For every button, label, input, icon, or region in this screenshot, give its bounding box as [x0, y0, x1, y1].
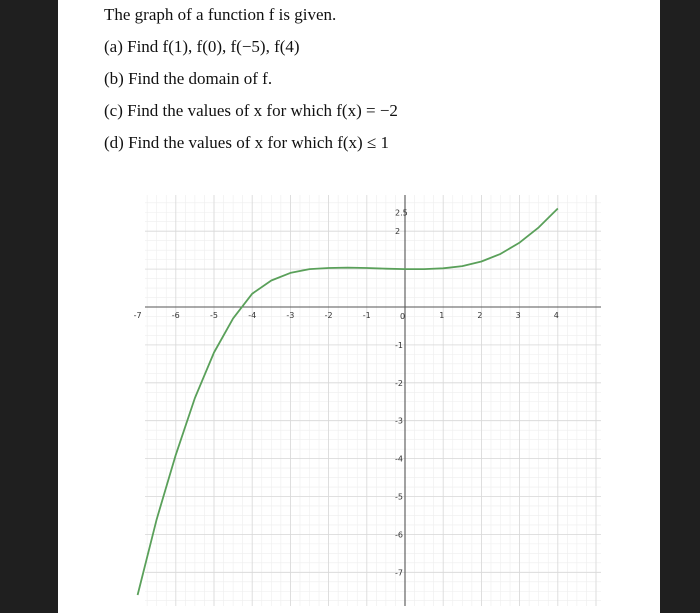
x-tick-label: -5 — [210, 311, 218, 320]
y-tick-label: -5 — [395, 492, 403, 502]
grid-minor — [145, 195, 601, 606]
grid-major — [145, 195, 601, 606]
y-tick-label: 2 — [395, 227, 401, 237]
right-dark-border — [660, 0, 700, 613]
x-tick-label: 1 — [439, 311, 445, 320]
x-tick-label: -7 — [133, 311, 142, 320]
function-graph — [58, 0, 660, 613]
x-tick-label: 2 — [477, 311, 483, 320]
axes — [145, 195, 601, 606]
part-d: (d) Find the values of x for which f(x) ≤ 1 — [104, 133, 390, 152]
y-tick-label: -1 — [395, 340, 403, 350]
y-tick-label: -7 — [395, 568, 403, 578]
x-tick-label: -1 — [362, 311, 371, 320]
x-tick-label: -3 — [286, 311, 295, 320]
x-tick-label: -6 — [171, 311, 180, 320]
part-c: (c) Find the values of x for which f(x) = −2 — [104, 101, 398, 120]
left-dark-border — [0, 0, 58, 613]
x-tick-label: 3 — [515, 311, 521, 320]
x-tick-label: -4 — [248, 311, 257, 320]
y-tick-label: 2.5 — [395, 208, 408, 218]
part-b: (b) Find the domain of f. — [104, 69, 273, 88]
x-tick-label: 4 — [553, 311, 559, 320]
y-tick-label: -4 — [395, 454, 403, 464]
part-a: (a) Find f(1), f(0), f(−5), f(4) — [104, 37, 300, 56]
problem-page — [58, 0, 660, 613]
y-tick-label: -6 — [395, 530, 403, 540]
x-tick-label: -2 — [324, 311, 333, 320]
y-tick-label: -2 — [395, 378, 403, 388]
x-tick-label: 0 — [400, 312, 406, 321]
y-tick-label: -3 — [395, 416, 403, 426]
problem-intro: The graph of a function f is given. — [104, 5, 337, 24]
